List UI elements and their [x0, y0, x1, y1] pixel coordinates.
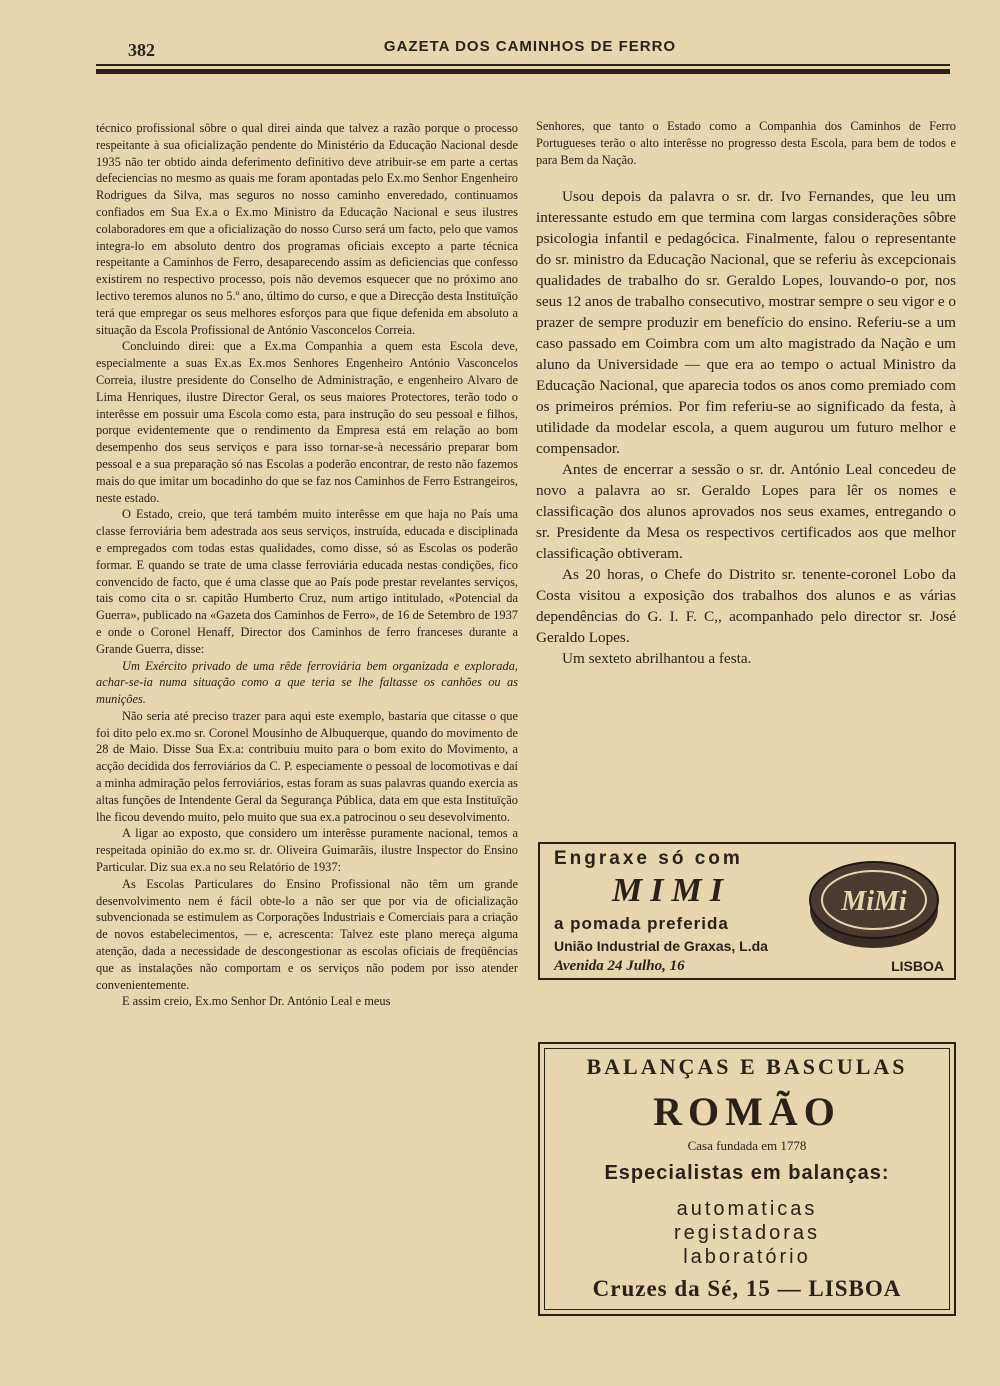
ad-company: União Industrial de Graxas, L.da	[554, 938, 768, 954]
right-column-main	[536, 186, 956, 669]
advertisement-mimi	[538, 842, 956, 980]
left-column	[96, 120, 518, 1330]
paragraph: Concluindo direi: que a Ex.ma Companhia a quem esta Escola deve, especialmente a suas Ex.as Ex.mos Senhores Engenheiro António Vasconcelos Correia, ilustre presidente do Conselho de Administração, e engenheiro Alvaro de Lima Henriques, ilustre Director Geral, os seus maiores Protectores, terão todo o interêsse em possuir uma Escola como esta, para instrução do seu pessoal e filhos, porque evidentemente que o rendimento da Empresa está em relação ao bom desempenho dos seus serviços e para isso tornar-se-à necessário preparar bom pessoal e a sua preparação só nas Escolas a poderão encontrar, de resto não fazemos mais do que imitar um bocadinho do que se faz nos Caminhos de Ferro Estrangeiros, neste estado.	[96, 339, 518, 505]
ad-brand: ROMÃO	[653, 1089, 841, 1134]
ad-founded: Casa fundada em 1778	[687, 1138, 807, 1153]
ad-tagline: a pomada preferida	[554, 914, 729, 933]
ad-type: laboratório	[683, 1246, 811, 1268]
paragraph: As 20 horas, o Chefe do Distrito sr. tenente-coronel Lobo da Costa visitou a exposição dos trabalhos dos alunos e as várias dependências do G. I. F. C,, acompanhado pelo director sr. José Geraldo Lopes.	[536, 566, 956, 646]
tin-label: MiMi	[841, 886, 907, 917]
ad-headline: BALANÇAS E BASCULAS	[586, 1054, 908, 1079]
paragraph: Usou depois da palavra o sr. dr. Ivo Fernandes, que leu um interessante estudo em que termina com largas considerações sôbre psicologia infantil e pedagócica. Finalmente, falou o representante do sr. ministro da Educação Nacional, que se referiu às excepcionais qualidades de trabalho do sr. Geraldo Lopes, louvando-o por, nos seus 12 anos de trabalho consecutivo, mostrar sempre o seu vigor e o prazer de sempre produzir em benefício do ensino. Referiu-se a um caso passado em Coimbra com um alto magistrado da Nação e um aluno da Universidade — que era ao tempo o actual Ministro da Educação Nacional, que aparecia todos os anos como premiado com os primeiros prémios. Por fim referiu-se ao significado da festa, à utilidade da modelar escola, a quem augurou um futuro melhor e compensador.	[536, 188, 956, 457]
ad-address: Cruzes da Sé, 15 — LISBOA	[592, 1276, 902, 1301]
quote-paragraph: Um Exército privado de uma rêde ferroviária bem organizada e explorada, achar-se-ia numa situação como a que teria se lhe faltasse os canhões ou as munições.	[96, 658, 518, 707]
ad-type: automaticas	[676, 1198, 818, 1220]
paragraph: técnico profissional sôbre o qual direi ainda que talvez a razão porque o processo respeitante à sua oficialização pendente do Ministério da Educação Nacional desde 1935 não ter obtido ainda deferimento definitivo deve atribuir-se em parte a certas defeciencias no mesmo as quais me foram apontadas pelo Ex.mo Senhor Engenheiro Rodrigues da Silva, mas seguros no nosso caminho enveredado, continuamos confiados em Sua Ex.a o Ex.mo Ministro da Educação Nacional e seus ilustres colaboradores em que a oficialização do nosso Curso será um facto, pelo que vamos integra-lo em absoluto dentro dos programas oficiais excepto a parte técnica respeitante a Caminhos de Ferro, desaparecendo assim as deficiencias que confesso existirem no respectivo processo, pois não devemos esquecer que no próximo ano lectivo teremos alunos no 5.º ano, último do curso, e que a Direcção desta Instituïção terá que empregar os seus melhores esforços para que fique defenida em absoluto a situação da Escola Profissional de António Vasconcelos Correia.	[96, 121, 518, 337]
paragraph: Não seria até preciso trazer para aqui este exemplo, bastaria que citasse o que foi dito pelo ex.mo sr. Coronel Mousinho de Albuquerque, quando do movimento de 28 de Maio. Disse Sua Ex.a: contribuiu muito para o bom exito do Movimento, a acção decidida dos ferroviários da C. P. especiamente o pessoal de locomotivas e daí a minha admiração pelos ferroviários, estas foram as suas palavras quando exercia as altas funções de Intendente Geral da Segurança Pública, data em que esta Instituïção lhe ficou devendo muito, pelo muito que sua ex.a patrocinou o seu desevolvimento.	[96, 708, 518, 824]
right-column-top	[536, 118, 956, 168]
ad-specialty: Especialistas em balanças:	[604, 1162, 890, 1184]
paragraph: As Escolas Particulares do Ensino Profissional não têm um grande desenvolvimento nem é fácil obte-lo a não ser que por via de oficialização subvencionada se estimulem as Corporações Industriais e Comerciais para a criação de novos estabelecimentos, — e, acrescenta: Talvez este plano mereça alguma atenção, dada a necessidade de descongestionar as escolas oficiais de freqüências que as instalações não comportam e os serviços não podem por isso atender convenientemente.	[96, 876, 518, 992]
paragraph: O Estado, creio, que terá também muito interêsse em que haja no País uma classe ferroviária bem adestrada aos seus serviços, instruída, educada e disciplinada e empregados com todas estas qualidades, como disse, só as Escolas os poderão formar. E quando se trate de uma classe ferroviária educada nestas condições, fico convencido de facto, que é uma classe que ao País pode prestar revelantes serviços, tais como cita o sr. capitão Humberto Cruz, num artigo intitulado, «Potencial da Guerra», publicado na «Gazeta dos Caminhos de Ferro», de 16 de Setembro de 1937 e onde o Coronel Henaff, Director dos Caminhos de ferro franceses durante a Grande Guerra, disse:	[96, 507, 518, 656]
page-number: 382	[128, 40, 155, 60]
ad-brand: MIMI	[612, 872, 731, 909]
paragraph: Antes de encerrar a sessão o sr. dr. António Leal concedeu de novo a palavra ao sr. Geraldo Lopes para lêr os nomes e classificação dos alunos aprovados nos seus exames, entregando o sr. Presidente da Mesa os respectivos certificados aos que melhor classificação obtiveram.	[536, 461, 956, 562]
paragraph: Um sexteto abrilhantou a festa.	[562, 650, 752, 667]
ad-city: LISBOA	[891, 958, 944, 974]
header-rule-thin	[96, 64, 950, 66]
header-rule-thick	[96, 69, 950, 74]
advertisement-romao	[538, 1042, 956, 1316]
paragraph: Senhores, que tanto o Estado como a Companhia dos Caminhos de Ferro Portugueses terão o alto interêsse no progresso desta Escola, para bem de todos e para Bem da Nação.	[536, 119, 956, 167]
ad-address: Avenida 24 Julho, 16	[554, 958, 685, 974]
running-head: GAZETA DOS CAMINHOS DE FERRO	[383, 38, 677, 55]
ad-type: registadoras	[673, 1222, 821, 1244]
paragraph: E assim creio, Ex.mo Senhor Dr. António Leal e meus	[122, 994, 391, 1009]
polish-tin-icon	[806, 854, 942, 952]
ad-headline: Engraxe só com	[554, 848, 743, 869]
paragraph: A ligar ao exposto, que considero um interêsse puramente nacional, temos a respeitada opinião do ex.mo sr. dr. Oliveira Guimarãis, ilustre Inspector do Ensino Particular. Diz sua ex.a no seu Relatório de 1937:	[96, 826, 518, 875]
